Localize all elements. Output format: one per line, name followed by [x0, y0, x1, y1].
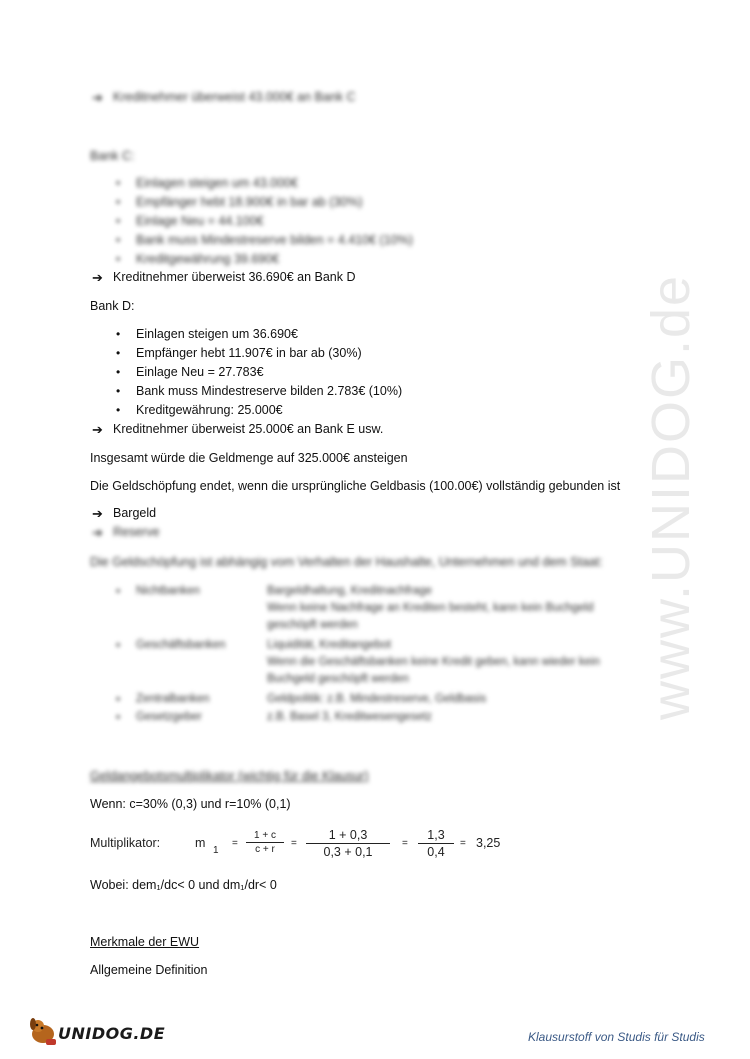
- factor-term: Gesetzgeber: [136, 711, 202, 723]
- fraction-2: [306, 828, 390, 859]
- factor-line: Wenn die Geschäftsbanken keine Kredit geben, kann wieder kein: [267, 656, 600, 668]
- blurred-heading: Die Geldschöpfung ist abhängig vom Verhalten der Haushalte, Unternehmen und dem Staat:: [90, 555, 603, 569]
- footer-tagline: Klausurstoff von Studis für Studis: [528, 1030, 705, 1044]
- reserve-line: Reserve: [113, 525, 160, 539]
- wenn-line: Wenn: c=30% (0,3) und r=10% (0,1): [90, 797, 291, 811]
- fraction-numerator: 1 + 0,3: [328, 828, 368, 842]
- list-item: Empfänger hebt 18.900€ in bar ab (30%): [136, 195, 363, 209]
- list-item: Empfänger hebt 11.907€ in bar ab (30%): [136, 346, 362, 360]
- arrow-icon: ➔: [92, 90, 103, 105]
- list-item: Einlagen steigen um 43.000€: [136, 176, 298, 190]
- factor-line: geschöpft werden: [267, 619, 358, 631]
- fraction-denominator: 0,3 + 0,1: [323, 845, 373, 859]
- formula-label: Multiplikator:: [90, 836, 161, 850]
- arrow-icon: ➔: [92, 270, 103, 285]
- factor-line: Wenn keine Nachfrage an Krediten besteht, kann kein Buchgeld: [267, 602, 594, 614]
- list-item: Kreditgewährung 39.690€: [136, 252, 280, 266]
- arrow-icon: ➔: [92, 506, 103, 521]
- arrow-icon: ➔: [92, 422, 103, 437]
- formula-equals: =: [291, 838, 297, 849]
- factor-term: Geschäftsbanken: [136, 639, 226, 651]
- factor-line: z.B. Basel 3, Kreditwesengesetz: [267, 711, 432, 723]
- wobei-line: Wobei: dem₁/dc< 0 und dm₁/dr< 0: [90, 878, 277, 892]
- bargeld-line: Bargeld: [113, 506, 157, 520]
- watermark: www.UNIDOG.de: [641, 273, 701, 720]
- factor-line: Buchgeld geschöpft werden: [267, 673, 409, 685]
- formula-m: m: [195, 836, 206, 850]
- blurred-arrow-line: Kreditnehmer überweist 43.000€ an Bank C: [113, 90, 356, 104]
- multiplier-formula: [0, 826, 750, 866]
- list-item: Bank muss Mindestreserve bilden = 4.410€ (10%): [136, 233, 413, 247]
- list-item: Einlagen steigen um 36.690€: [136, 327, 298, 341]
- factor-term: Zentralbanken: [136, 693, 210, 705]
- list-item: Kreditgewährung: 25.000€: [136, 403, 283, 417]
- summary-line-2: Die Geldschöpfung endet, wenn die ursprüngliche Geldbasis (100.00€) vollständig gebunden ist: [90, 479, 621, 493]
- factor-line: Geldpolitik: z.B. Mindestreserve, Geldbasis: [267, 693, 487, 705]
- fraction-numerator: 1,3: [427, 828, 445, 842]
- formula-subscript: 1: [213, 845, 219, 856]
- blurred-bank-c-list: • Einlagen steigen um 43.000€ • Empfänger hebt 18.900€ in bar ab (30%) • Einlage Neu = 44.100€ • Bank muss Mindestreserve bilden = 4.410€ (10%) • Kreditgewährung 39.690€: [116, 176, 413, 266]
- factor-line: Bargeldhaltung, Kreditnachfrage: [267, 585, 432, 597]
- arrow-icon: ➔: [92, 525, 103, 540]
- logo-text: UNIDOG.DE: [58, 1024, 166, 1043]
- list-item: Einlage Neu = 27.783€: [136, 365, 264, 379]
- formula-equals: =: [402, 838, 408, 849]
- formula-equals: =: [232, 838, 238, 849]
- dog-icon: [26, 1014, 60, 1048]
- list-item: Einlage Neu = 44.100€: [136, 214, 264, 228]
- allgemeine-definition: Allgemeine Definition: [90, 963, 208, 977]
- formula-equals: =: [460, 838, 466, 849]
- fraction-denominator: c + r: [255, 844, 275, 855]
- bank-c-label: Bank C:: [90, 149, 135, 163]
- summary-line-1: Insgesamt würde die Geldmenge auf 325.000€ ansteigen: [90, 451, 408, 465]
- list-item: Bank muss Mindestreserve bilden 2.783€ (10%): [136, 384, 403, 398]
- bank-c-arrow-line: Kreditnehmer überweist 36.690€ an Bank D: [113, 270, 356, 284]
- bank-d-arrow-line: Kreditnehmer überweist 25.000€ an Bank E usw.: [113, 422, 384, 436]
- multiplier-heading: Geldangebotsmultiplikator (wichtig für die Klausur): [90, 769, 369, 783]
- fraction-1: [246, 830, 284, 855]
- bank-d-list: • Einlagen steigen um 36.690€ • Empfänger hebt 11.907€ in bar ab (30%) • Einlage Neu = 27.783€ • Bank muss Mindestreserve bilden 2.783€ (10%) • Kreditgewährung: 25.000€: [116, 327, 403, 417]
- bank-d-label: Bank D:: [90, 299, 135, 313]
- fraction-3: [418, 828, 454, 859]
- blurred-factor-list: • Nichtbanken Bargeldhaltung, Kreditnachfrage Wenn keine Nachfrage an Krediten besteht, kann kein Buchgeld geschöpft werden • Geschäftsbanken Liquidität, Kreditangebot Wenn die Geschäftsbanken keine Kredit geben, kann wieder kein Buchgeld geschöpft werden • Zentralbanken Geldpolitik: z.B. Mindestreserve, Geldbasis • Gesetzgeber z.B. Basel 3, Kreditwesengesetz: [116, 584, 600, 724]
- fraction-denominator: 0,4: [427, 845, 445, 859]
- unidog-logo: [26, 1014, 166, 1050]
- fraction-numerator: 1 + c: [254, 830, 276, 841]
- factor-term: Nichtbanken: [136, 585, 200, 597]
- formula-result: 3,25: [476, 836, 501, 850]
- merkmale-heading: Merkmale der EWU: [90, 935, 200, 949]
- factor-line: Liquidität, Kreditangebot: [267, 639, 392, 651]
